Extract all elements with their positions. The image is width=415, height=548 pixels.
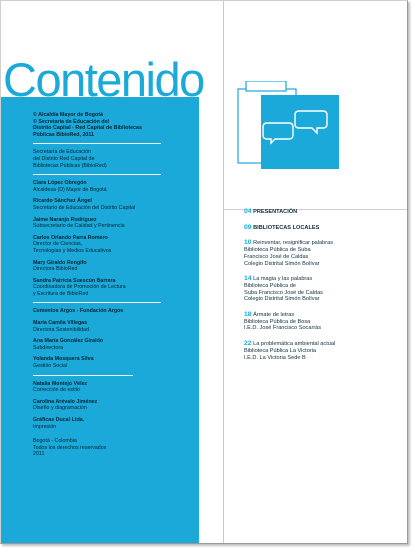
toc-page-number: 04	[244, 208, 252, 215]
credit-entry: Yolanda Mosquera Silva Gestión Social	[33, 356, 94, 370]
credit-entry: Mary Giraldo Rengifo Directora BibloRed	[33, 259, 87, 273]
table-of-contents	[244, 209, 404, 370]
credit-entry: Sandra Patricia Suescún Barrera Coordinadora de Promoción de Lectura y Escritura de BibloRed	[33, 277, 126, 297]
toc-page-number: 22	[244, 340, 252, 348]
toc-item[interactable]: 09 BIBLIOTECAS LOCALES	[244, 223, 320, 231]
divider	[33, 375, 133, 376]
toc-item[interactable]: 14 La magia y las palabras Biblioteca Pública de Suba Francisco José de Caldas Colegio Distrital Simón Bolívar	[244, 275, 323, 303]
copyright-block: © Alcaldía Mayor de Bogotá © Secretaría de Educación del Distrito Capital - Red Capital de Bibliotecas Públicas BibloRed, 2011	[33, 112, 142, 138]
toc-item[interactable]: 10 Reinventar, resignificar palabras Biblioteca Pública de Suba Francisco José de Caldas Colegio Distrital Simón Bolívar	[244, 239, 334, 267]
toc-page-number: 09	[244, 223, 252, 231]
divider	[33, 302, 161, 303]
org-heading: Cementos Argos - Fundación Argos	[33, 308, 124, 315]
divider	[33, 143, 161, 144]
toc-page-number: 18	[244, 311, 252, 319]
toc-item[interactable]: 04 PRESENTACIÓN	[244, 208, 298, 215]
credit-entry: Clara López Obregón Alcaldesa (D) Mayor de Bogotá	[33, 180, 107, 193]
credit-entry: Jaime Naranjo Rodríguez Subsecretario de Calidad y Pertinencia	[33, 216, 125, 230]
guide-line-vertical	[223, 1, 224, 544]
toc-item[interactable]: 18 Ármate de letras Biblioteca Pública de Bosa I.E.D. José Francisco Socarrás	[244, 311, 322, 332]
credit-entry: Natalia Montejo Vélez Corrección de estilo	[33, 380, 88, 394]
credit-entry: Carolina Arévalo Jiménez Diseño y diagramación	[33, 398, 98, 412]
credit-entry: Ana María González Giraldo Subdirectora	[33, 338, 104, 351]
speech-bubbles-icon	[237, 81, 341, 171]
credit-entry: Ricardo Sánchez Ángel Secretario de Educación del Distrito Capital	[33, 198, 136, 211]
divider	[33, 174, 161, 175]
credit-entry: Carlos Orlando Parra Romero Director de Ciencias, Tecnologías y Medios Educativos	[33, 234, 112, 254]
toc-page-number: 10	[244, 239, 252, 247]
footer-block: Bogotá - Colombia Todos los derechos reservados 2011	[33, 438, 107, 458]
credit-entry: María Camila Villegas Directora Sostenibilidad	[33, 320, 89, 333]
toc-item[interactable]: 22 La problemática ambiental actual Biblioteca Pública La Victoria I.E.D. La Victoria Sede B	[244, 340, 336, 361]
toc-page-number: 14	[244, 275, 252, 283]
credit-entry: Gráficas Ducal Ltda. Impresión	[33, 417, 85, 430]
publisher-block: Secretaría de Educación del Distrito Red Capital de Bibliotecas Públicas (BibloRed)	[33, 149, 107, 169]
page-title: Contenido	[3, 53, 204, 106]
credits-column	[33, 112, 193, 463]
